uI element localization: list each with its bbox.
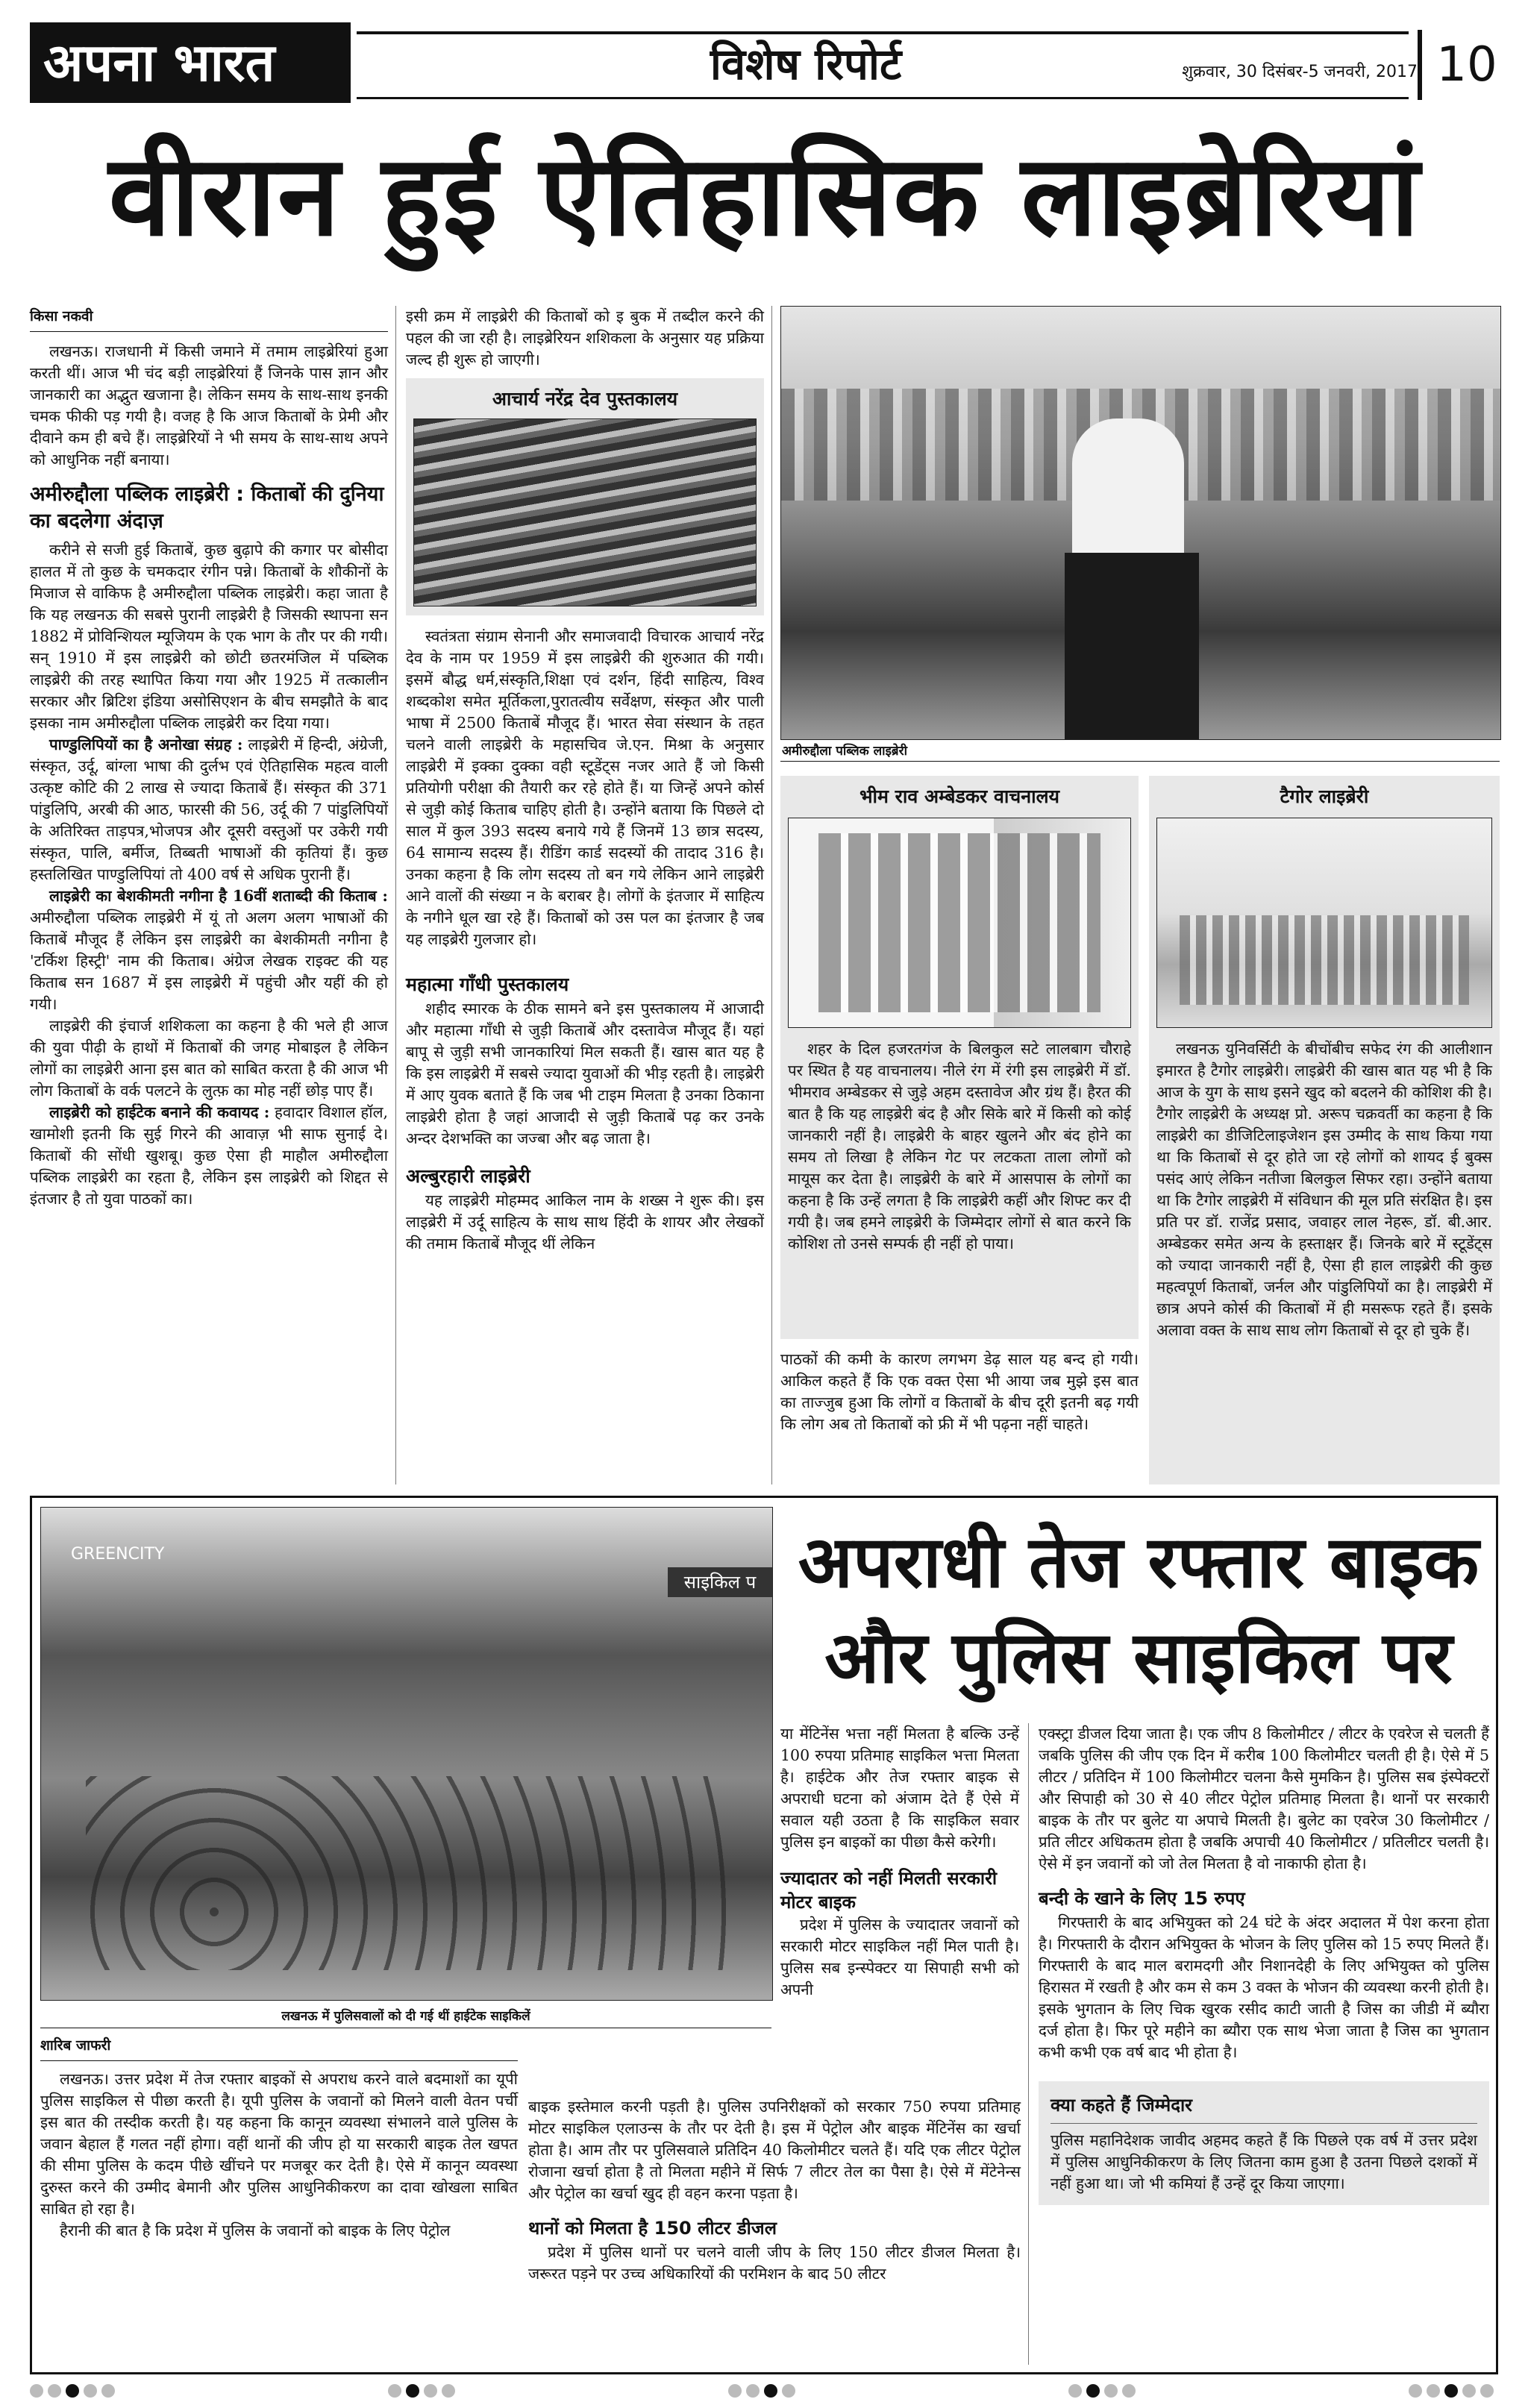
column-divider [771,306,772,1484]
byline-rule [30,331,388,332]
box-rule [1050,2123,1477,2124]
cycle-sign: साइकिल प [668,1567,772,1597]
story2-headline-line2: और पुलिस साइकिल पर [824,1616,1453,1699]
gandhi-body: शहीद स्मारक के ठीक सामने बने इस पुस्तकालय में आजादी और महात्मा गाँधी से जुड़ी किताबें और दस्तावेज मौजूद हैं। यहां बापू से जुड़ी सभी जानकारियां मिल सकती हैं। खास बात यह है कि इस लाइब्रेरी में सबसे ज्यादा युवाओं की भीड़ रहती है। लाइब्रेरी में आए युवक बताते हैं कि जब भी टाइम मिलता है उनका ठिकाना लाइब्रेरी होता है जहां आजादी से जुड़ी किताबें पढ़ कर उनके अन्दर देशभक्ति का जज्बा और बढ़ जाता है। [406,1000,764,1147]
byline-rule [40,2060,518,2061]
newspaper-brand: अपना भारत [30,22,351,103]
motor-heading: ज्यादातर को नहीं मिलती सरकारी मोटर बाइक [780,1868,998,1913]
story2-col3-top: एक्स्ट्रा डीजल दिया जाता है। एक जीप 8 किलोमीटर / लीटर के एवरेज से चलती हैं जबकि पुलिस की जीप एक दिन में करीब 100 किलोमीटर चलती ही है। ऐसे में 5 लीटर / प्रतिदिन में 100 किलोमीटर चलना कैसे मुमकिन है। पुलिस सब इंस्पेक्टरों और सिपाही को 30 से 40 लीटर पेट्रोल प्रतिमाह मिलता है। थानों पर सरकारी बाइक के तौर पर बुलेट या अपाचे मिलती है। बुलेट का एवरेज 30 किलोमीटर / प्रति लीटर अधिकतम होता है जबकि अपाची 40 किलोमीटर / प्रतिलीटर चलती है। ऐसे में इन जवानों को जो तेल मिलता है वो नाकाफी होता है। [1039,1725,1489,1872]
story2-column-2-bottom [528,2096,1021,2285]
story2-headline-line1: अपराधी तेज रफ्तार बाइक [798,1520,1480,1604]
lead-column-2 [406,306,764,1255]
bhim-heading: भीम राव अम्बेडकर वाचनालय [859,786,1060,807]
col2-top-text: इसी क्रम में लाइब्रेरी की किताबों को इ बुक में तब्दील करने की पहल की जा रही है। लाइब्रेरियन शशिकला के अनुसार यह प्रक्रिया जल्द ही शुरू हो जाएगी। [406,307,764,369]
dots-group [30,2384,119,2401]
books-photo [413,418,757,606]
tagore-box [1149,776,1500,1484]
tagore-model-photo [1156,818,1492,1028]
bhim-box [780,776,1139,1339]
tagore-heading: टैगोर लाइब्रेरी [1280,786,1369,807]
amir-library-photo [780,306,1501,740]
story2-col2-top: या मेंटिनेंस भत्ता नहीं मिलता है बल्कि उन्हें 100 रुपया प्रतिमाह साइकिल भत्ता मिलता है। हाईटेक और तेज रफ्तार बाइक से अपराधी घटना को अंजाम देते हैं ऐसे में सवाल यही उठता है कि साइकिल सवार पुलिस इन बाइकों का पीछा कैसे करेगी। [780,1725,1019,1851]
bandi-heading: बन्दी के खाने के लिए 15 रुपए [1039,1888,1245,1909]
officials-box [1039,2081,1489,2205]
photo-brand-sign: GREENCITY [71,1545,165,1564]
narendra-heading: आचार्य नरेंद्र देव पुस्तकालय [492,388,678,410]
column-divider [395,306,396,1484]
motor-body: प्रदेश में पुलिस के ज्यादातर जवानों को सरकारी मोटर साइकिल नहीं मिल पाती है। पुलिस सब इन्स्पेक्टर या सिपाही सभी को अपनी [780,1916,1019,1998]
footer-dots [30,2384,1498,2401]
diesel-body: प्रदेश में पुलिस थानों पर चलने वाली जीप के लिए 150 लीटर डीजल मिलता है। जरूरत पड़ने पर उच्च अधिकारियों की परमिशन के बाद 50 लीटर [528,2243,1021,2283]
officials-heading: क्या कहते हैं जिम्मेदार [1050,2095,1192,2116]
amir-body: करीने से सजी हुई किताबें, कुछ बुढ़ापे की कगार पर बोसीदा हालत में तो कुछ के चमकदार रंगीन पन्ने। किताबों के शौकीनों के मिजाज से वाकिफ है अमीरुद्दौला पब्लिक लाइब्रेरी। कहा जाता है कि यह लखनऊ की सबसे पुरानी लाइब्रेरी है जिसकी स्थापना सन 1882 में प्रोविन्शियल म्यूजियम के एक भाग के तौर पर की गयी। सन् 1910 में इस लाइब्रेरी को छोटी छतरमंजिल में पब्लिक लाइब्रेरी की तरह स्थापित किया गया और 1925 में तत्कालीन सरकार और ब्रिटिश इंडिया असोसिएशन के बीच समझौते के बाद इसका नाम अमीरुद्दौला पब्लिक लाइब्रेरी कर दिया गया। पाण्डुलिपियों का है अनोखा संग्रह : लाइब्रेरी में हिन्दी, अंग्रेजी, संस्कृत, उर्दू, बांग्ला भाषा की दुर्लभ एवं ऐतिहासिक महत्व वाली उत्कृष्ट कोटि की 2 लाख से ज्यादा किताबें हैं। संस्कृत की 371 पांडुलिपि, अरबी की आठ, फारसी की 56, उर्दू की 7 पांडुलिपियों के अतिरिक्त ताड़पत्र,भोजपत्र और दूसरी वस्तुओं पर उकेरी गयी संस्कृत, पालि, बर्मीज, तिब्बती भाषाओं की कृतियां हैं। कुछ हस्तलिखित पाण्डुलिपियां तो 400 वर्ष से अधिक पुरानी हैं। लाइब्रेरी का बेशकीमती नगीना है 16वीं शताब्दी की किताब : अमीरुद्दौला पब्लिक लाइब्रेरी में यूं तो अलग अलग भाषाओं की किताबें मौजूद हैं लेकिन इस लाइब्रेरी का बेशकीमती नगीना है 'टर्किश हिस्ट्री' नाम की किताब। अंग्रेज लेखक राइक्ट की यह किताब सन 1687 में इस लाइब्रेरी में पहुंची और यहीं की हो गयी। लाइब्रेरी की इंचार्ज शशिकला का कहना है की भले ही आज की युवा पीढ़ी के हाथों में किताबों की जगह मोबाइल है लेकिन लोगों का लाइब्रेरी आना इस बात को साबित करता है की आज भी लोग किताबों के वर्क पलटने के लुत्फ़ का मोह नहीं छोड़ पाए हैं। लाइब्रेरी को हाईटेक बनाने की कवायद : हवादार विशाल हॉल, खामोशी इतनी कि सुई गिरने की आवाज़ भी साफ सुनाई दे। किताबों की सोंधी खुशबू। कुछ ऐसा ही माहौल अमीरुद्दौला पब्लिक लाइब्रेरी का रहता है, लेकिन इस लाइब्रेरी को शिद्दत से इंतजार है तो युवा पाठकों का। [30,541,388,1208]
alburhari-heading: अल्बुरहारी लाइब्रेरी [406,1165,530,1187]
gandhi-heading: महात्मा गाँधी पुस्तकालय [406,973,569,995]
magazine-rack [818,833,1100,1012]
story2-col2-bottom: बाइक इस्तेमाल करनी पड़ती है। पुलिस उपनिरीक्षकों को सरकार 750 रुपया प्रतिमाह मोटर साइकिल एलाउन्स के तौर पर देती है। इस में पेट्रोल और बाइक मेंटिनेंस का खर्चा होता है। आम तौर पर पुलिसवाले प्रतिदिन 40 किलोमीटर चलते हैं। यदि एक लीटर पेट्रोल रोजाना खर्चा होता है तो मिलता महीने में सिर्फ 7 लीटर तेल का पैसा है। ऐसे में मेंटेनेन्स और पेट्रोल का खर्चा खुद ही वहन करना पड़ता है। [528,2098,1021,2202]
dots-group [1409,2384,1498,2401]
column-divider [1028,1723,1029,2365]
story2-column-1 [40,2035,518,2242]
dots-group [728,2384,800,2401]
bandi-body: गिरफ्तारी के बाद अभियुक्त को 24 घंटे के अंदर अदालत में पेश करना होता है। गिरफ्तारी के दौरान अभियुक्त के भोजन के लिए पुलिस को 15 रुपए मिलते हैं। गिरफ्तारी के बाद माल बरामदगी और निशानदेही के लिए अभियुक्त को पुलिस हिरासत में रखती है और कम से कम 3 वक्त के भोजन की व्यवस्था करनी होती है। इसके भुगतान के लिए चिक खुरक रसीद काटी जाती है जिस का जीडी में ब्यौरा दर्ज होता है। फिर पूरे महीने का ब्यौरा एक साथ भेजा जाता है जिस का भुगतान कभी कभी एक वर्ष बाद भी होता है। [1039,1913,1489,2061]
amir-subhead: अमीरुद्दौला पब्लिक लाइब्रेरी : किताबों की दुनिया का बदलेगा अंदाज़ [30,483,384,533]
dots-group [388,2384,460,2401]
narendra-box [406,378,764,615]
caption-rule [780,761,1500,762]
lead-intro: लखनऊ। राजधानी में किसी जमाने में तमाम लाइब्रेरियां हुआ करती थीं। आज भी चंद बड़ी लाइब्रेरियां हैं जिनके पास ज्ञान और जानकारी का अद्भुत खजाना है। लेकिन समय के साथ-साथ इनकी चमक फीकी पड़ गयी है। वजह है कि आज किताबों के प्रेमी और दीवाने कम ही बचे हैं। लाइब्रेरियों ने भी समय के साथ-साथ अपने को आधुनिक नहीं बनाया। [30,342,388,468]
police-cycles-photo [40,1507,773,2001]
main-photo-caption: अमीरुद्दौला पब्लिक लाइब्रेरी [782,744,907,759]
page-number: 10 [1418,30,1512,100]
building-model [1180,915,1469,1005]
alburhari-body: यह लाइब्रेरी मोहम्मद आकिल नाम के शख्स ने शुरू की। इस लाइब्रेरी में उर्दू साहित्य के साथ साथ हिंदी के शायर और लेखकों की तमाम किताबें मौजूद थीं लेकिन [406,1191,764,1252]
narendra-body: स्वतंत्रता संग्राम सेनानी और समाजवादी विचारक आचार्य नरेंद्र देव के नाम पर 1959 में इस लाइब्रेरी की शुरुआत की गयी। इसमें बौद्ध धर्म,संस्कृति,शिक्षा एवं दर्शन, हिंदी साहित्य, विश्व शब्दकोश समेत मूर्तिकला,पुरातत्वीय सर्वेक्षण, संस्कृत और पाली भाषा में 2500 किताबें मौजूद हैं। भारत सेवा संस्थान के तहत चलने वाली लाइब्रेरी के महासचिव जे.एन. मिश्रा के अनुसार लाइब्रेरी में इक्का दुक्का वही स्टूडेंट्स नजर आते हैं जो किसी प्रतियोगी परीक्षा की तैयारी कर रहे होते हैं। या जिन्हें अपने कोर्स से जुड़ी कोई किताब चाहिए होती है। उन्होंने बताया कि पिछले दो साल में कुल 393 सदस्य बनाये गये हैं जिनमें 13 छात्र सदस्य, 64 सामान्य सदस्य हैं। रीडिंग कार्ड सदस्यों की तादाद 316 है। उनका कहना है कि लोग सदस्य तो बन गये लेकिन आने लाइब्रेरी आने वालों की संख्या न के बराबर है। लोगों के इंतजार में साहित्य के नगीने धूल खा रहे हैं। किताबों को उस पल का इंतजार है जब यह लाइब्रेरी गुलजार हो। [406,627,764,948]
story2-column-2-top [780,1723,1019,2001]
dots-group [1068,2384,1140,2401]
officials-body: पुलिस महानिदेशक जावीद अहमद कहते हैं कि पिछले एक वर्ष में उत्तर प्रदेश में पुलिस आधुनिकीकरण के लिए जितना काम हुआ है उतना पिछले दशकों में नहीं हुआ था। जो भी कमियां हैं उन्हें दूर किया जाएगा। [1050,2131,1477,2192]
story2-col1-body: लखनऊ। उत्तर प्रदेश में तेज रफ्तार बाइकों से अपराध करने वाले बदमाशों का यूपी पुलिस साइकिल से पीछा करती है। यूपी पुलिस के जवानों को मिलने वाली वेतन पर्ची इस बात की तस्दीक करती है। यह कहना कि कानून व्यवस्था संभालने वाले पुलिस के जवान बेहाल हैं गलत नहीं होगा। वहीं थानों की जीप हो या सरकारी बाइक तेल खपत की सीमा पुलिस के कदम पीछे खींचने पर मजबूर कर देती है। ऐसे में कानून व्यवस्था दुरुस्त करने की उम्मीद बेमानी और पुलिस आधुनिकीकरण का दावा खोखला साबित साबित हो रहा है। हैरानी की बात है कि प्रदेश में पुलिस के जवानों को बाइक के लिए पेट्रोल [40,2070,518,2239]
police-photo-caption: लखनऊ में पुलिसवालों को दी गई थीं हाईटेक साइकिलें [281,2009,530,2024]
bhim-body: शहर के दिल हजरतगंज के बिलकुल सटे लालबाग चौराहे पर स्थित है यह वाचनालय। नीले रंग में रंगी इस लाइब्रेरी में डॉ. भीमराव अम्बेडकर से जुड़े अहम दस्तावेज और ग्रंथ हैं। हैरत की बात है कि यह लाइब्रेरी बंद है और सिके बारे में किसी को कोई जानकारी नहीं है। लाइब्रेरी के बाहर खुलने और बंद होने का समय तो लिखा है लेकिन गेट पर लटकता ताला लोगों को मायूस कर देता है। लाइब्रेरी के बारे में आसपास के लोगों का कहना है कि उन्हें लगता है कि लाइब्रेरी कहीं और शिफ्ट कर दी गयी है। जब हमने लाइब्रेरी के जिम्मेदार लोगों से बात करने कि कोशिश तो उनसे सम्पर्क ही नहीं हो पाया। [788,1040,1131,1252]
bicycles-graphic [86,1776,727,1970]
story2-column-3 [1039,1723,1489,2205]
tagore-body: लखनऊ युनिवर्सिटी के बीचोंबीच सफेद रंग की आलीशान इमारत है टैगोर लाइब्रेरी। लाइब्रेरी की खास बात यह भी है कि आज के युग के साथ इसने खुद को बदलने की कोशिश की है। टैगोर लाइब्रेरी के अध्यक्ष प्रो. अरूप चक्रवर्ती का कहना है कि लाइब्रेरी का डीजिटिलाइजेशन इस उम्मीद के साथ किया गया था कि किताबों से दूर होते जा रहे लोगों को शायद ई बुक्स पसंद आएं लेकिन नतीजा बिलकुल सिफर रहा। उन्होंने बताया था कि टैगोर लाइब्रेरी में संविधान की मूल प्रति संरक्षित है। इस प्रति पर डॉ. राजेंद्र प्रसाद, जवाहर लाल नेहरू, डॉ. बी.आर. अम्बेडकर समेत अन्य के हस्ताक्षर हैं। जिनके बारे में स्टूडेंट्स को ज्यादा जानकारी नहीं है, ऐसा ही हाल लाइब्रेरी की कुछ महत्वपूर्ण किताबों, जर्नल और पांडुलिपियों का है। लाइब्रेरी में छात्र अपने कोर्स की किताबों में ही मसरूफ रहते हैं। इसके अलावा वक्त के साथ साथ लोग किताबों से दूर हो चुके हैं। [1156,1040,1492,1339]
col3-bottom-text: पाठकों की कमी के कारण लगभग डेढ़ साल यह बन्द हो गयी। आकिल कहते हैं कि एक वक्त ऐसा भी आया जब मुझे इस बात का ताज्जुब हुआ कि लोगों व किताबों के बीच दूरी इतनी बढ़ गयी कि लोग अब तो किताबों को फ्री में भी पढ़ना नहीं चाहते। [780,1350,1139,1433]
lead-byline: किसा नकवी [30,308,93,324]
reading-room-photo [788,818,1131,1028]
section-title: विशेष रिपोर्ट [710,39,902,90]
story2-byline: शारिब जाफरी [40,2037,111,2054]
masthead-rule-bottom [357,97,1409,99]
statue-pedestal [1065,553,1199,739]
issue-date: शुक्रवार, 30 दिसंबर-5 जनवरी, 2017 [1182,63,1418,81]
lead-column-1 [30,306,388,1210]
diesel-heading: थानों को मिलता है 150 लीटर डीजल [528,2218,777,2239]
lead-headline: वीरान हुई ऐतिहासिक लाइब्रेरियां [108,131,1421,261]
story2-headline [780,1514,1497,1705]
